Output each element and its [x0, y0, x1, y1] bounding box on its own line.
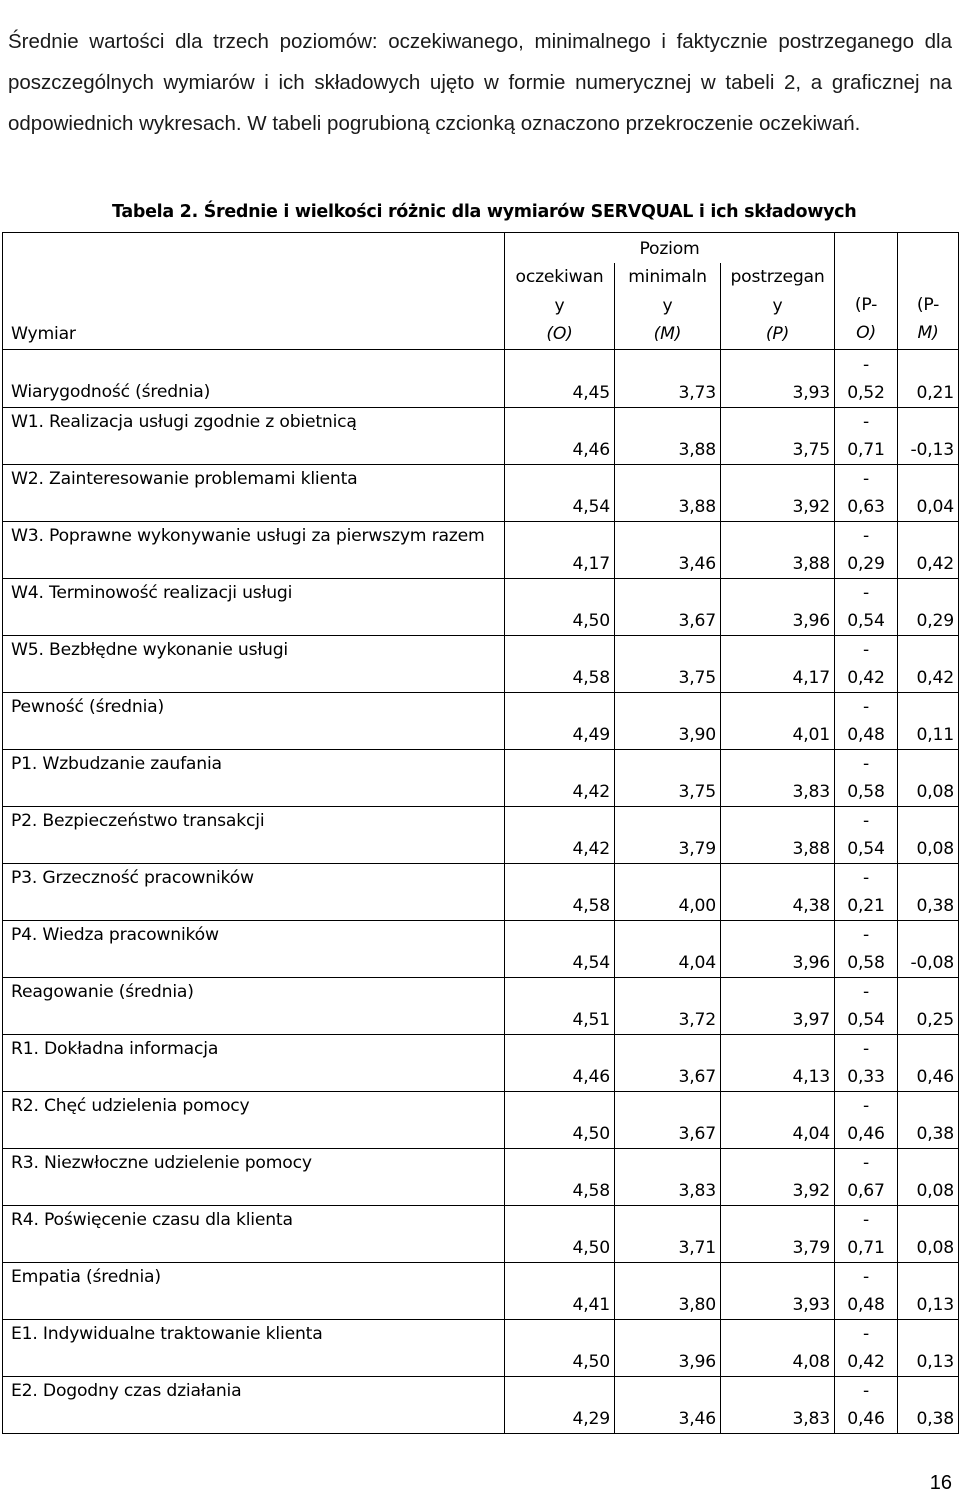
- value-p-o: [835, 1148, 898, 1205]
- table-row: [3, 1205, 959, 1262]
- header-p-line1: postrzegan: [730, 267, 825, 287]
- value-p: 4,17: [721, 635, 835, 692]
- value-m: 3,46: [615, 1376, 721, 1433]
- value-p-o-number: 0,46: [847, 1123, 885, 1144]
- value-p-o-number: 0,42: [847, 1351, 885, 1372]
- table-row: [3, 464, 959, 521]
- value-p: 3,88: [721, 806, 835, 863]
- value-p-o-sign: -: [863, 696, 870, 717]
- value-p: 3,79: [721, 1205, 835, 1262]
- value-m: 4,00: [615, 863, 721, 920]
- value-p-m: 0,21: [898, 349, 959, 407]
- value-p-m: 0,13: [898, 1319, 959, 1376]
- value-p-m: 0,08: [898, 806, 959, 863]
- table-caption: Tabela 2. Średnie i wielkości różnic dla wymiarów SERVQUAL i ich składowych: [112, 202, 857, 222]
- row-name: W1. Realizacja usługi zgodnie z obietnicą: [3, 407, 505, 464]
- value-o: 4,58: [505, 635, 615, 692]
- value-o: 4,46: [505, 407, 615, 464]
- header-p-m-line2: M): [917, 323, 939, 343]
- value-o: 4,42: [505, 806, 615, 863]
- value-p-m: -0,08: [898, 920, 959, 977]
- value-p-m: 0,25: [898, 977, 959, 1034]
- value-p-o: [835, 977, 898, 1034]
- value-p-m: 0,42: [898, 635, 959, 692]
- value-p-o-sign: -: [863, 468, 870, 489]
- header-m-line2: y: [662, 295, 673, 316]
- table-row: [3, 1148, 959, 1205]
- table-body: [3, 349, 959, 1433]
- value-m: 3,88: [615, 407, 721, 464]
- row-name: E1. Indywidualne traktowanie klienta: [3, 1319, 505, 1376]
- row-name: Wiarygodność (średnia): [3, 349, 505, 407]
- row-name: R2. Chęć udzielenia pomocy: [3, 1091, 505, 1148]
- value-p: 3,75: [721, 407, 835, 464]
- value-m: 3,96: [615, 1319, 721, 1376]
- table-row: [3, 920, 959, 977]
- table-row: [3, 407, 959, 464]
- value-m: 3,79: [615, 806, 721, 863]
- value-p: 3,88: [721, 521, 835, 578]
- table-row: [3, 977, 959, 1034]
- value-p-m: 0,08: [898, 1205, 959, 1262]
- row-name: Empatia (średnia): [3, 1262, 505, 1319]
- value-p: 3,96: [721, 578, 835, 635]
- value-p-o-number: 0,58: [847, 781, 885, 802]
- value-p-o: [835, 521, 898, 578]
- value-p-o-sign: -: [863, 1152, 870, 1173]
- value-o: 4,51: [505, 977, 615, 1034]
- value-m: 3,46: [615, 521, 721, 578]
- value-o: 4,42: [505, 749, 615, 806]
- value-m: 3,83: [615, 1148, 721, 1205]
- value-p-o: [835, 806, 898, 863]
- value-p-o-number: 0,48: [847, 1294, 885, 1315]
- value-p-m: 0,42: [898, 521, 959, 578]
- value-p-o: [835, 635, 898, 692]
- value-p-m: 0,11: [898, 692, 959, 749]
- header-m-line1: minimaln: [628, 267, 707, 287]
- value-o: 4,54: [505, 464, 615, 521]
- value-p-o: [835, 407, 898, 464]
- value-p-o-number: 0,58: [847, 952, 885, 973]
- table-row: [3, 1091, 959, 1148]
- table-row: [3, 1262, 959, 1319]
- value-o: 4,58: [505, 863, 615, 920]
- value-p: 4,01: [721, 692, 835, 749]
- value-p-m: 0,08: [898, 749, 959, 806]
- value-p-o: [835, 1262, 898, 1319]
- row-name: P4. Wiedza pracowników: [3, 920, 505, 977]
- value-p: 4,13: [721, 1034, 835, 1091]
- value-p-o-sign: -: [863, 354, 870, 375]
- value-o: 4,49: [505, 692, 615, 749]
- value-p-o: [835, 1376, 898, 1433]
- value-p: 3,97: [721, 977, 835, 1034]
- value-m: 3,67: [615, 1034, 721, 1091]
- value-p-o-sign: -: [863, 1209, 870, 1230]
- row-name: R4. Poświęcenie czasu dla klienta: [3, 1205, 505, 1262]
- row-name: R3. Niezwłoczne udzielenie pomocy: [3, 1148, 505, 1205]
- value-o: 4,50: [505, 1205, 615, 1262]
- header-minimalny: [615, 263, 721, 349]
- value-p-m: 0,04: [898, 464, 959, 521]
- row-name: Pewność (średnia): [3, 692, 505, 749]
- value-p-o-number: 0,54: [847, 838, 885, 859]
- value-p-o-number: 0,29: [847, 553, 885, 574]
- value-p-o-sign: -: [863, 1038, 870, 1059]
- value-o: 4,46: [505, 1034, 615, 1091]
- header-p-o: [835, 233, 898, 350]
- header-p-line2: y: [772, 295, 783, 316]
- value-p-o: [835, 863, 898, 920]
- header-wymiar: Wymiar: [3, 233, 505, 350]
- value-p-m: 0,38: [898, 1091, 959, 1148]
- value-p-o: [835, 1205, 898, 1262]
- table-row: [3, 1376, 959, 1433]
- value-p: 3,83: [721, 749, 835, 806]
- row-name: P2. Bezpieczeństwo transakcji: [3, 806, 505, 863]
- row-name: W2. Zainteresowanie problemami klienta: [3, 464, 505, 521]
- header-m-line3: (M): [653, 324, 682, 344]
- value-p-o-number: 0,54: [847, 610, 885, 631]
- table-row: [3, 521, 959, 578]
- value-m: 3,67: [615, 578, 721, 635]
- value-p: 4,04: [721, 1091, 835, 1148]
- value-p-m: -0,13: [898, 407, 959, 464]
- value-o: 4,58: [505, 1148, 615, 1205]
- value-p-o-sign: -: [863, 867, 870, 888]
- value-p-o: [835, 578, 898, 635]
- row-name: P1. Wzbudzanie zaufania: [3, 749, 505, 806]
- value-p-o-number: 0,33: [847, 1066, 885, 1087]
- table-header: [3, 233, 959, 350]
- table-row: [3, 692, 959, 749]
- header-o-line1: oczekiwan: [515, 267, 604, 287]
- row-name: R1. Dokładna informacja: [3, 1034, 505, 1091]
- header-p-m: [898, 233, 959, 350]
- value-p-o-sign: -: [863, 1266, 870, 1287]
- value-o: 4,54: [505, 920, 615, 977]
- value-p-o-sign: -: [863, 1095, 870, 1116]
- header-o-line3: (O): [546, 324, 573, 344]
- value-p: 3,83: [721, 1376, 835, 1433]
- value-m: 3,75: [615, 635, 721, 692]
- value-p-o-number: 0,52: [847, 382, 885, 403]
- header-p-line3: (P): [765, 324, 790, 344]
- table-row: [3, 806, 959, 863]
- value-p-o-sign: -: [863, 582, 870, 603]
- value-m: 3,67: [615, 1091, 721, 1148]
- row-name: W4. Terminowość realizacji usługi: [3, 578, 505, 635]
- value-p-o: [835, 464, 898, 521]
- value-p-o-number: 0,48: [847, 724, 885, 745]
- value-p-o-number: 0,42: [847, 667, 885, 688]
- servqual-table: [2, 232, 959, 1434]
- value-p-o: [835, 692, 898, 749]
- value-p-o-sign: -: [863, 981, 870, 1002]
- value-o: 4,50: [505, 1091, 615, 1148]
- value-m: 4,04: [615, 920, 721, 977]
- value-p-o-sign: -: [863, 810, 870, 831]
- row-name: P3. Grzeczność pracowników: [3, 863, 505, 920]
- value-p-m: 0,08: [898, 1148, 959, 1205]
- value-p: 4,08: [721, 1319, 835, 1376]
- header-oczekiwany: [505, 263, 615, 349]
- table-row: [3, 1319, 959, 1376]
- value-p-o-sign: -: [863, 639, 870, 660]
- value-m: 3,71: [615, 1205, 721, 1262]
- value-p-o-sign: -: [863, 1323, 870, 1344]
- value-p-o-sign: -: [863, 411, 870, 432]
- value-m: 3,90: [615, 692, 721, 749]
- table-row: [3, 578, 959, 635]
- value-p-m: 0,38: [898, 1376, 959, 1433]
- value-m: 3,73: [615, 349, 721, 407]
- value-p-m: 0,29: [898, 578, 959, 635]
- value-p: 3,93: [721, 349, 835, 407]
- table-row: [3, 635, 959, 692]
- header-p-m-line1: (P-: [916, 294, 940, 315]
- table-row: [3, 863, 959, 920]
- value-o: 4,45: [505, 349, 615, 407]
- value-p-o-number: 0,67: [847, 1180, 885, 1201]
- page-number: 16: [929, 1472, 952, 1494]
- value-p-o-sign: -: [863, 753, 870, 774]
- value-p-o: [835, 920, 898, 977]
- value-p-m: 0,46: [898, 1034, 959, 1091]
- row-name: W3. Poprawne wykonywanie usługi za pierwszym razem: [3, 521, 505, 578]
- value-p: 3,93: [721, 1262, 835, 1319]
- table-row: [3, 1034, 959, 1091]
- value-o: 4,50: [505, 578, 615, 635]
- value-p-o: [835, 349, 898, 407]
- value-p: 4,38: [721, 863, 835, 920]
- row-name: Reagowanie (średnia): [3, 977, 505, 1034]
- value-o: 4,17: [505, 521, 615, 578]
- value-p-o-sign: -: [863, 525, 870, 546]
- value-m: 3,80: [615, 1262, 721, 1319]
- value-m: 3,88: [615, 464, 721, 521]
- value-p-m: 0,13: [898, 1262, 959, 1319]
- row-name: E2. Dogodny czas działania: [3, 1376, 505, 1433]
- value-o: 4,41: [505, 1262, 615, 1319]
- value-p-o: [835, 749, 898, 806]
- value-p-o: [835, 1091, 898, 1148]
- header-p-o-line1: (P-: [854, 294, 878, 315]
- table-row: [3, 749, 959, 806]
- value-p: 3,92: [721, 464, 835, 521]
- header-poziom: Poziom: [505, 233, 835, 264]
- value-p-o-sign: -: [863, 924, 870, 945]
- value-p: 3,92: [721, 1148, 835, 1205]
- header-o-line2: y: [554, 295, 565, 316]
- value-p-m: 0,38: [898, 863, 959, 920]
- table-row: [3, 349, 959, 407]
- value-o: 4,29: [505, 1376, 615, 1433]
- header-p-o-line2: O): [856, 323, 876, 343]
- value-p-o-sign: -: [863, 1380, 870, 1401]
- value-p-o: [835, 1319, 898, 1376]
- value-p-o-number: 0,63: [847, 496, 885, 517]
- value-p-o: [835, 1034, 898, 1091]
- value-p: 3,96: [721, 920, 835, 977]
- header-postrzegany: [721, 263, 835, 349]
- value-p-o-number: 0,46: [847, 1408, 885, 1429]
- value-p-o-number: 0,71: [847, 1237, 885, 1258]
- intro-paragraph: Średnie wartości dla trzech poziomów: oczekiwanego, minimalnego i faktycznie postrzeganego dla poszczególnych wymiarów i ich składowych ujęto w formie numerycznej w tabeli 2, a graficznej na odpowiednich wykresach. W tabeli pogrubioną czcionką oznaczono przekroczenie oczekiwań.: [8, 29, 952, 135]
- value-p-o-number: 0,21: [847, 895, 885, 916]
- value-m: 3,72: [615, 977, 721, 1034]
- row-name: W5. Bezbłędne wykonanie usługi: [3, 635, 505, 692]
- value-o: 4,50: [505, 1319, 615, 1376]
- value-m: 3,75: [615, 749, 721, 806]
- value-p-o-number: 0,71: [847, 439, 885, 460]
- value-p-o-number: 0,54: [847, 1009, 885, 1030]
